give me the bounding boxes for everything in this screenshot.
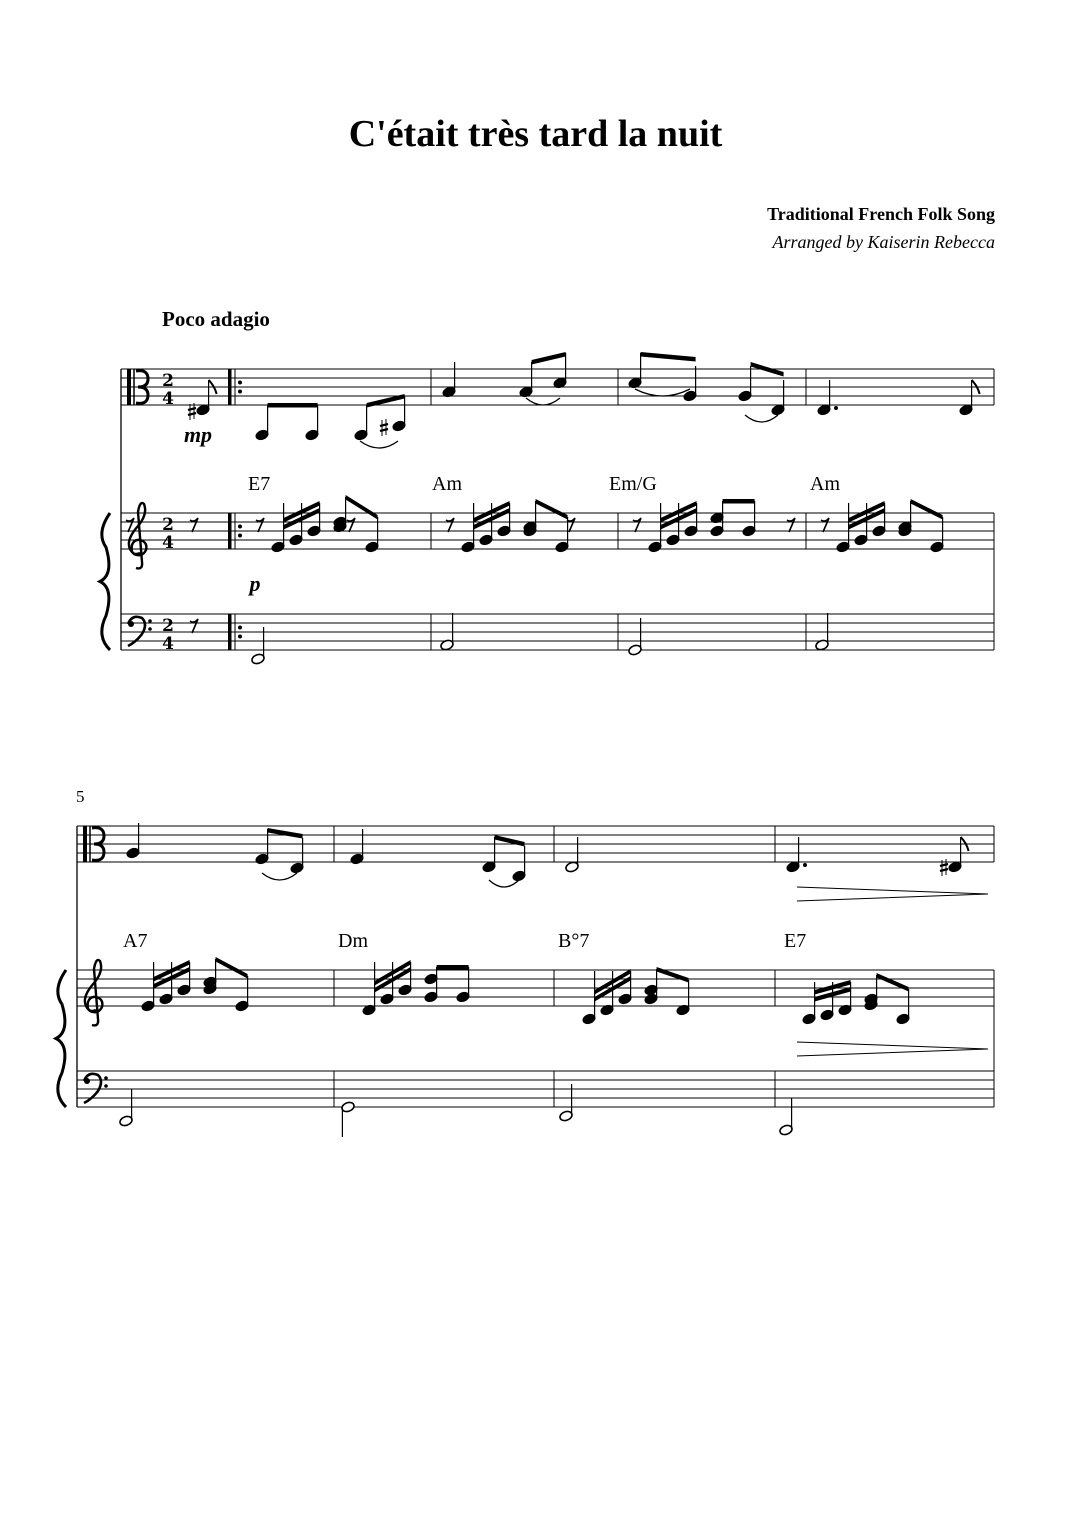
- chord-symbol: Dm: [338, 930, 368, 952]
- slur: [262, 873, 297, 880]
- slur: [360, 441, 398, 448]
- beam: [268, 828, 303, 839]
- system-1: [100, 352, 994, 665]
- repeat-bar-thick: [228, 513, 232, 549]
- repeat-dot: [238, 635, 242, 639]
- repeat-dot: [238, 390, 242, 394]
- tempo-marking: Poco adagio: [162, 307, 270, 331]
- eighth-rest: [190, 619, 198, 633]
- arranger-credit: Arranged by Kaiserin Rebecca: [772, 232, 995, 252]
- eighth-rest: [190, 518, 198, 532]
- bass-clef: [84, 1074, 108, 1103]
- eighth-rest: [567, 518, 575, 532]
- viola-staff: [77, 826, 994, 862]
- system-2: [56, 518, 994, 1137]
- chord-symbol: Am: [810, 473, 840, 495]
- dot: [803, 863, 807, 867]
- eighth-rest: [256, 518, 264, 532]
- repeat-dot: [238, 525, 242, 529]
- clef-bar: [127, 369, 131, 405]
- decrescendo-hairpin: [797, 1042, 988, 1056]
- time-sig-numerator: 2: [162, 515, 174, 535]
- repeat-dot: [238, 381, 242, 385]
- measure-number: 5: [76, 787, 85, 806]
- beam: [877, 973, 909, 992]
- beam: [532, 352, 566, 365]
- piano-brace: [56, 970, 66, 1107]
- eighth-rest: [821, 518, 829, 532]
- clef-dot: [148, 619, 152, 623]
- repeat-dot: [238, 534, 242, 538]
- composer-credit: Traditional French Folk Song: [767, 204, 995, 224]
- slur: [635, 389, 690, 396]
- eighth-rest: [347, 518, 355, 532]
- beam: [346, 495, 378, 520]
- time-sig-denominator: 4: [162, 533, 174, 553]
- time-sig-numerator: 2: [162, 371, 174, 391]
- slur: [745, 415, 778, 422]
- repeat-dot: [238, 626, 242, 630]
- eighth-rest: [787, 518, 795, 532]
- sharp-sign: [380, 419, 388, 436]
- dynamic-mp: mp: [183, 422, 213, 447]
- time-sig-denominator: 4: [162, 389, 174, 409]
- decrescendo-hairpin: [797, 887, 988, 901]
- time-sig-numerator: 2: [162, 616, 174, 636]
- piano-brace: [100, 513, 110, 650]
- chord-symbol: Em/G: [609, 473, 657, 495]
- repeat-bar-thick: [228, 614, 232, 650]
- beam: [495, 835, 525, 847]
- beam: [216, 957, 248, 979]
- beam: [723, 499, 755, 504]
- slur: [489, 880, 519, 887]
- repeat-bar-thick: [228, 369, 232, 405]
- sharp-sign: [188, 403, 196, 420]
- beam: [536, 499, 568, 520]
- eighth-rest: [126, 518, 134, 532]
- chord-symbol: E7: [248, 473, 271, 495]
- clef-dot: [104, 1084, 108, 1088]
- chord-symbol: B°7: [558, 930, 590, 952]
- eighth-rest: [446, 518, 454, 532]
- beam: [641, 352, 696, 362]
- chord-symbol: E7: [784, 930, 807, 952]
- chord-symbol: A7: [123, 930, 148, 952]
- score-title: C'était très tard la nuit: [348, 113, 723, 155]
- time-sig-denominator: 4: [162, 634, 174, 654]
- slur: [526, 398, 560, 405]
- clef-dot: [104, 1076, 108, 1080]
- bass-clef: [128, 617, 152, 646]
- dot: [834, 406, 838, 410]
- piano-bass-staff: [121, 614, 994, 650]
- dynamic-p: p: [249, 571, 261, 596]
- clef-bar: [83, 826, 87, 862]
- beam: [268, 403, 318, 408]
- clef-dot: [128, 621, 134, 627]
- beam: [657, 967, 689, 983]
- eighth-rest: [633, 518, 641, 532]
- chord-symbol: Am: [432, 473, 462, 495]
- piano-bass-staff: [77, 1071, 994, 1107]
- clef-dot: [148, 627, 152, 631]
- beam: [911, 499, 943, 520]
- clef-dot: [84, 1078, 90, 1084]
- beam: [437, 965, 469, 970]
